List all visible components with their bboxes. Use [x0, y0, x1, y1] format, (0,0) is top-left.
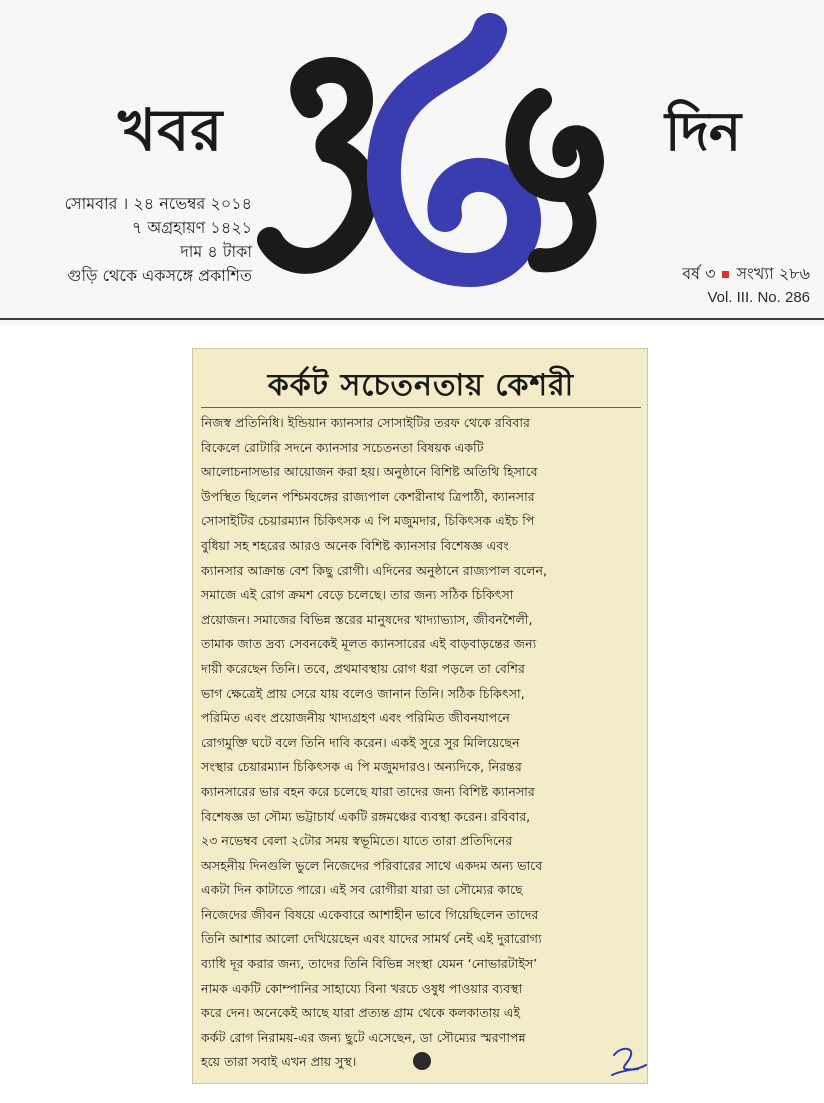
article-line: তিনি আশার আলো দেখিয়েছেন এবং যাদের সামর্থ নেই এই দুরারোগ্য — [201, 931, 542, 947]
article-line: সমাজে এই রোগ ক্রমশ বেড়ে চলেছে। তার জন্য সঠিক চিকিৎসা — [201, 587, 514, 603]
article-line: ক্যানসার আক্রান্ত বেশ কিছু রোগী। এদিনের অনুষ্ঠানে রাজ্যপাল বলেন, — [201, 562, 547, 578]
article-line: বিশেষজ্ঞ ডা সৌম্য ভট্টাচার্য একটি রঙ্গমঞ্চের ব্যবস্থা করেন। রবিবার, — [201, 808, 531, 824]
article-line: কর্কট রোগ নিরাময়-এর জন্য ছুটে এসেছেন, ডা সৌম্যের স্মরণাপন্ন — [201, 1029, 526, 1045]
masthead-divider — [0, 318, 824, 320]
price-line: দাম ৪ টাকা — [180, 242, 252, 261]
logo-dark-stroke-1 — [270, 70, 365, 261]
headline-rule — [201, 407, 641, 408]
edition-line: গুড়ি থেকে একসঙ্গে প্রকাশিত — [67, 266, 252, 285]
article-line: হয়ে তারা সবাই এখন প্রায় সুস্থ। — [201, 1054, 357, 1070]
logo-blue-stroke — [384, 30, 524, 270]
article-line: আলোচনাসভার আয়োজন করা হয়। অনুষ্ঠানে বিশিষ্ট অতিথি হিসাবে — [201, 464, 538, 480]
article-body — [201, 411, 645, 1075]
article-line: নামক একটি কোম্পানির সাহায্যে বিনা খরচে ওষুধ পাওয়ার ব্যবস্থা — [201, 980, 523, 996]
article-line: বুধিয়া সহ শহরের আরও অনেক বিশিষ্ট ক্যানসার বিশেষজ্ঞ এবং — [201, 537, 509, 553]
separator-square-icon — [722, 271, 729, 278]
handwritten-mark-icon — [608, 1039, 648, 1079]
issue-number: সংখ্যা ২৮৬ — [736, 264, 810, 283]
article-headline: কর্কট সচেতনতায় কেশরী — [267, 368, 575, 403]
year-label: বর্ষ ৩ — [682, 264, 716, 283]
article-line: ভাগ ক্ষেত্রেই প্রায় সেরে যায় বলেও জানান তিনি। সঠিক চিকিৎসা, — [201, 685, 525, 701]
article-line: বিকেলে রোটারি সদনে ক্যানসার সচেতনতা বিষয়ক একটি — [201, 439, 484, 455]
issue-info — [682, 262, 810, 310]
punch-hole-icon — [413, 1052, 431, 1070]
date-line: সোমবার । ২৪ নভেম্বর ২০১৪ — [64, 194, 252, 213]
article-line: তামাক জাত দ্রব্য সেবনকেই মূলত ক্যানসারের এই বাড়বাড়ন্তের জন্য — [201, 636, 537, 652]
date-block — [20, 192, 252, 288]
date-line: ৭ অগ্রহায়ণ ১৪২১ — [131, 218, 252, 237]
article-line: প্রয়োজন। সমাজের বিভিন্ন স্তরের মানুষদের খাদ্যাভ্যাস, জীবনশৈলী, — [201, 611, 533, 627]
article-line: নিজেদের জীবন বিষয়ে একেবারে আশাহীন ভাবে গিয়েছিলেন তাদের — [201, 906, 539, 922]
article-line: একটা দিন কাটাতে পারে। এই সব রোগীরা যারা ডা সৌম্যের কাছে — [201, 882, 523, 898]
newspaper-name-right: দিন — [665, 100, 742, 163]
article-line: সোসাইটির চেয়ারম্যান চিকিৎসক এ পি মজুমদার, চিকিৎসক এইচ পি — [201, 513, 535, 529]
article-clipping — [192, 348, 648, 1084]
article-line: পরিমিত এবং প্রয়োজনীয় খাদ্যগ্রহণ এবং পরিমিত জীবনযাপনে — [201, 710, 510, 726]
article-line: নিজস্ব প্রতিনিধি। ইন্ডিয়ান ক্যানসার সোসাইটির তরফ থেকে রবিবার — [201, 415, 530, 430]
volume-number: Vol. III. No. 286 — [707, 289, 810, 306]
article-line: রোগমুক্তি ঘটে বলে তিনি দাবি করেন। একই সুরে সুর মিলিয়েছেন — [201, 734, 520, 750]
article-line: উপস্থিত ছিলেন পশ্চিমবঙ্গের রাজ্যপাল কেশরীনাথ ত্রিপাঠী, ক্যানসার — [201, 488, 535, 504]
newspaper-logo — [240, 10, 640, 310]
article-line: অসহনীয় দিনগুলি ভুলে নিজেদের পরিবারের সাথে একদম অন্য ভাবে — [201, 857, 543, 873]
article-line: সংস্থার চেয়ারম্যান চিকিৎসক এ পি মজুমদারও। অন্যদিকে, নিরন্তর — [201, 759, 522, 775]
masthead — [0, 0, 824, 325]
article-line: দায়ী করেছেন তিনি। তবে, প্রথমাবস্থায় রোগ ধরা পড়লে তা বেশির — [201, 660, 525, 676]
newspaper-name-left: খবর — [118, 96, 224, 164]
article-line: করে দেন। অনেকেই আছে যারা প্রত্যন্ত গ্রাম থেকে কলকাতায় এই — [201, 1005, 521, 1021]
article-line: ব্যাধি দূর করার জন্য, তাদের তিনি বিভিন্ন সংস্থা যেমন ‘নোভারটাইস’ — [201, 956, 538, 972]
article-line: ২৩ নভেম্বব বেলা ২টোর সময় স্বভূমিতে। যাতে তারা প্রতিদিনের — [201, 833, 513, 849]
article-line: ক্যানসারের ভার বহন করে চলেছে যারা তাদের জন্য বিশিষ্ট ক্যানসার — [201, 783, 535, 799]
